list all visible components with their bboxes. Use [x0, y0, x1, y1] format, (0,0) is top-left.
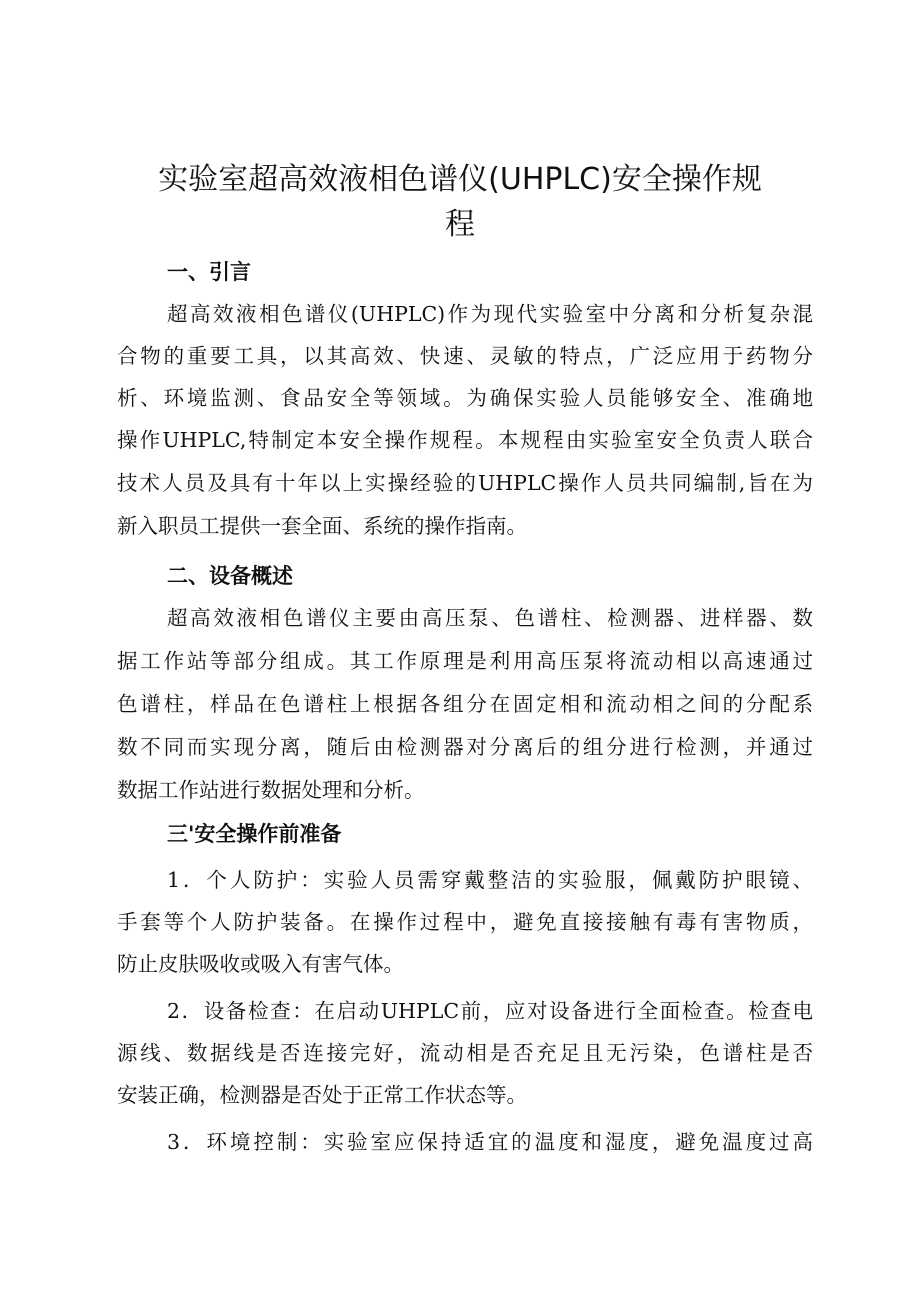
list-item-line: 源线、数据线是否连接完好，流动相是否充足且无污染，色谱柱是否	[117, 1041, 813, 1065]
section-heading-preparation: 三'安全操作前准备	[167, 821, 342, 846]
paragraph-line: 操作UHPLC,特制定本安全操作规程。本规程由实验室安全负责人联合	[117, 428, 813, 452]
paragraph-line: 色谱柱，样品在色谱柱上根据各组分在固定相和流动相之间的分配系	[117, 692, 813, 716]
paragraph-line: 技术人员及具有十年以上实操经验的UHPLC操作人员共同编制,旨在为	[117, 471, 813, 495]
paragraph-line: 据工作站等部分组成。其工作原理是利用高压泵将流动相以高速通过	[117, 649, 813, 673]
list-item-line: 手套等个人防护装备。在操作过程中，避免直接接触有毒有害物质，	[117, 910, 813, 934]
list-item-line: 安装正确，检测器是否处于正常工作状态等。	[117, 1083, 527, 1107]
paragraph-line: 数据工作站进行数据处理和分析。	[117, 778, 425, 802]
paragraph-line: 新入职员工提供一套全面、系统的操作指南。	[117, 514, 527, 538]
list-item-line: 防止皮肤吸收或吸入有害气体。	[117, 952, 404, 976]
paragraph-line: 超高效液相色谱仪(UHPLC)作为现代实验室中分离和分析复杂混	[167, 302, 813, 326]
paragraph-line: 超高效液相色谱仪主要由高压泵、色谱柱、检测器、进样器、数	[167, 606, 813, 630]
document-title-line-1: 实验室超高效液相色谱仪(UHPLC)安全操作规	[158, 162, 762, 197]
section-heading-equipment-overview: 二、设备概述	[167, 563, 293, 588]
paragraph-line: 数不同而实现分离，随后由检测器对分离后的组分进行检测，并通过	[117, 735, 813, 759]
paragraph-line: 析、环境监测、食品安全等领域。为确保实验人员能够安全、准确地	[117, 386, 813, 410]
list-item-line: 2．设备检查：在启动UHPLC前，应对设备进行全面检查。检查电	[167, 999, 813, 1023]
list-item-line: 3．环境控制：实验室应保持适宜的温度和湿度，避免温度过高	[167, 1130, 813, 1154]
document-title-line-2: 程	[445, 207, 475, 242]
paragraph-line: 合物的重要工具，以其高效、快速、灵敏的特点，广泛应用于药物分	[117, 344, 813, 368]
section-heading-introduction: 一、引言	[167, 259, 251, 284]
list-item-line: 1．个人防护：实验人员需穿戴整洁的实验服，佩戴防护眼镜、	[167, 868, 813, 892]
